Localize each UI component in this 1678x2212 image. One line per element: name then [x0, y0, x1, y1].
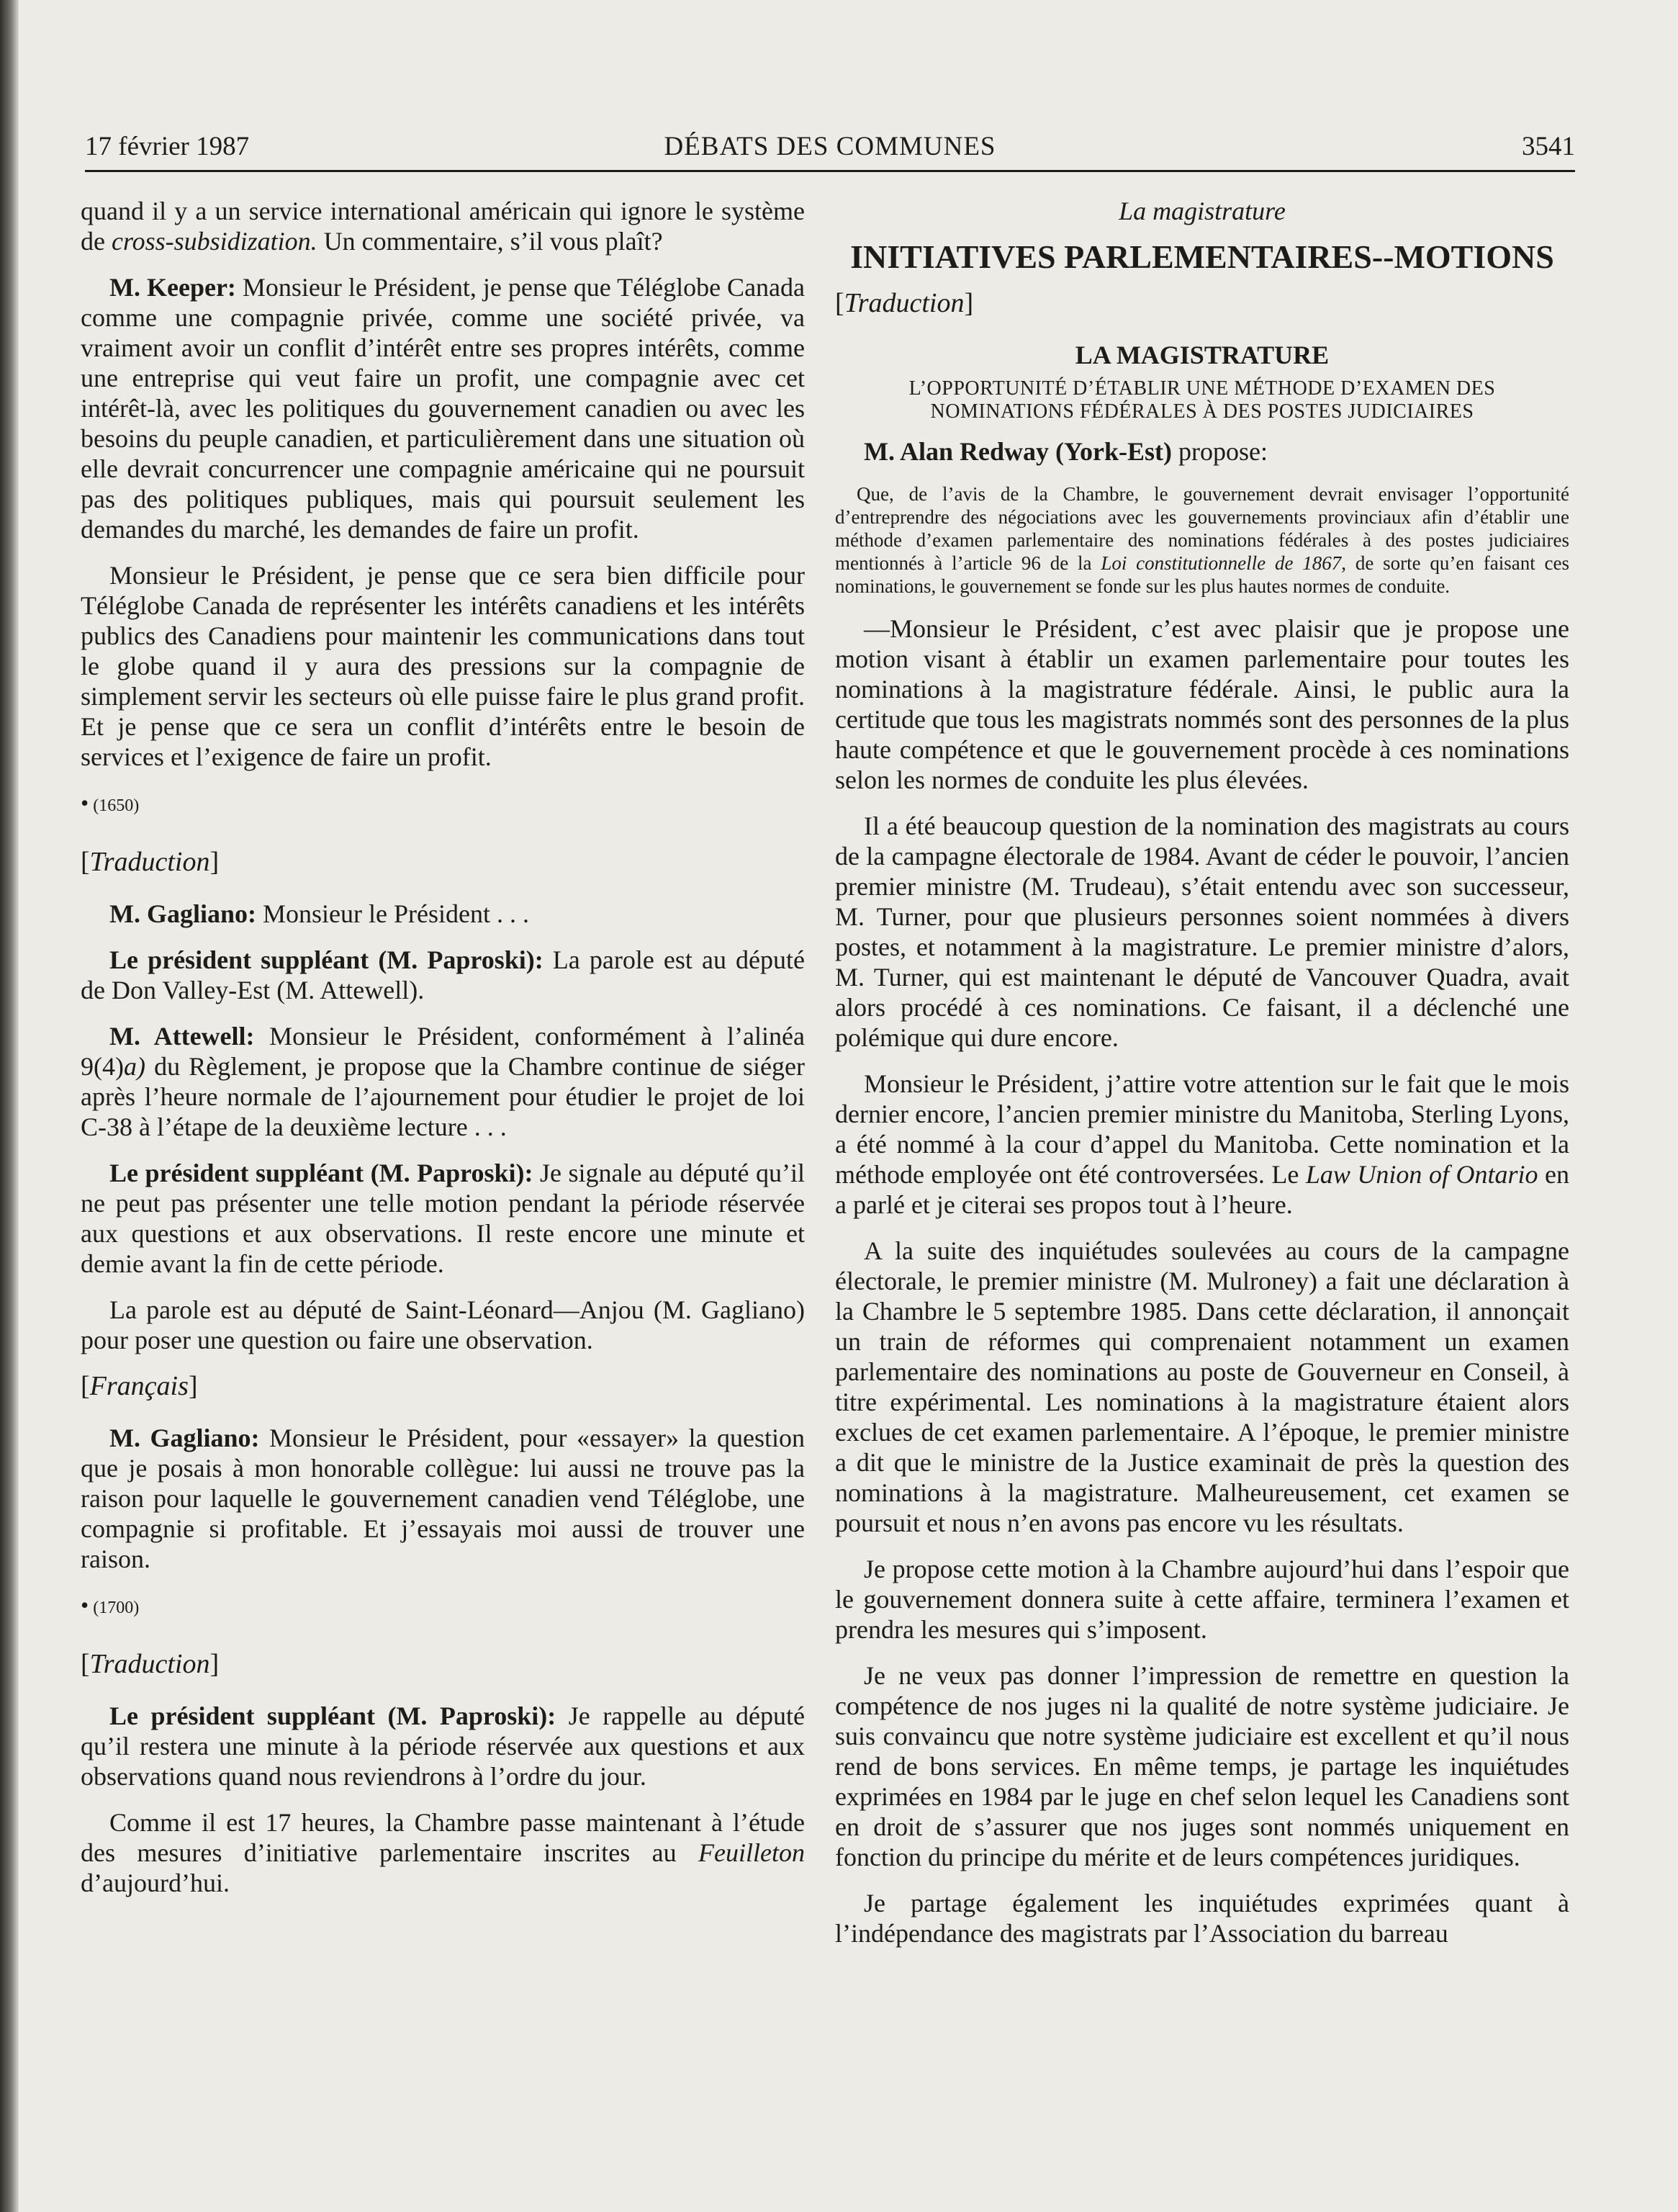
- section-title: La magistrature: [1119, 197, 1286, 225]
- paragraph: Monsieur le Président, je pense que ce sera bien difficile pour Téléglobe Canada de représenter les intérêts canadiens et les intérêts publics des Canadiens pour maintenir les communications dans tout le globe quand il y aura des pressions sur la compagnie de simplement servir les secteurs où elle puisse faire le plus grand profit. Et je pense que ce sera un conflit d’intérêts entre le besoin de services et l’exigence de faire un profit.: [81, 561, 805, 771]
- header-date: 17 février 1987: [85, 132, 250, 161]
- time-marker: • (1700): [81, 1592, 140, 1618]
- speaker-name: M. Attewell:: [109, 1022, 255, 1051]
- left-column: [81, 196, 805, 1914]
- paragraph: Je ne veux pas donner l’impression de remettre en question la compétence de nos juges ni la qualité de notre système judiciaire. Je suis convaincu que notre système judiciaire est excellent et qu’il nous rend de bons services. En même temps, je partage les inquiétudes exprimées en 1984 par le juge en chef selon lequel les Canadiens sont en droit de s’assurer que nos juges sont nommés uniquement en fonction du principe du mérite et de leurs compétences juridiques.: [835, 1661, 1569, 1871]
- paragraph: Le président suppléant (M. Paproski): Je rappelle au député qu’il restera une minute à la période réservée aux questions et aux observations quand nous reviendrons à l’ordre du jour.: [81, 1701, 806, 1791]
- language-label: [Traduction]: [835, 288, 974, 318]
- speaker-name: Le président suppléant (M. Paproski):: [109, 1159, 533, 1187]
- motion-text: Que, de l’avis de la Chambre, le gouvernement devrait envisager l’opportunité d’entreprendre des négociations avec les gouvernements provinciaux afin d’établir une méthode d’examen parlementaire des nominations fédérales à des postes judiciaires mentionnés à l’article 96 de la Loi constitutionnelle de 1867, de sorte qu’en faisant ces nominations, le gouvernement se fonde sur les plus hautes normes de conduite.: [835, 483, 1569, 597]
- paragraph: M. Gagliano: Monsieur le Président, pour «essayer» la question que je posais à mon honorable collègue: lui aussi ne trouve pas la raison pour laquelle le gouvernement canadien vend Téléglobe, une compagnie si profitable. Et j’essayais moi aussi de trouver une raison.: [81, 1424, 805, 1573]
- right-column: [835, 196, 1569, 1964]
- paragraph: quand il y a un service international américain qui ignore le système de cross-subsidization. Un commentaire, s’il vous plaît?: [81, 197, 805, 256]
- page-number: 3541: [1522, 132, 1575, 161]
- speaker-name: Le président suppléant (M. Paproski):: [109, 945, 543, 974]
- speaker-name: M. Gagliano:: [109, 1424, 260, 1452]
- language-label: [Traduction]: [81, 847, 220, 877]
- paragraph: Comme il est 17 heures, la Chambre passe maintenant à l’étude des mesures d’initiative parlementaire inscrites au Feuilleton d’aujourd’hui.: [81, 1808, 805, 1897]
- speaker-name: M. Keeper:: [109, 273, 236, 302]
- paragraph: —Monsieur le Président, c’est avec plaisir que je propose une motion visant à établir un examen parlementaire pour toutes les nominations à la magistrature fédérale. Ainsi, le public aura la certitude que tous les magistrats nommés sont des personnes de la plus haute compétence et que le gouvernement procède à ces nominations selon les normes de conduite les plus élevées.: [835, 614, 1569, 794]
- paragraph: Monsieur le Président, j’attire votre attention sur le fait que le mois dernier encore, l’ancien premier ministre du Manitoba, Sterling Lyons, a été nommé à la cour d’appel du Manitoba. Cette nomination et la méthode employée ont été controversées. Le Law Union of Ontario en a parlé et je citerai ses propos tout à l’heure.: [835, 1069, 1570, 1219]
- language-label: [Traduction]: [81, 1649, 220, 1679]
- header-rule: [85, 170, 1575, 172]
- bullet-icon: •: [81, 1592, 89, 1618]
- paragraph: Il a été beaucoup question de la nomination des magistrats au cours de la campagne électorale de 1984. Avant de céder le pouvoir, l’ancien premier ministre (M. Trudeau), s’était entendu avec son successeur, M. Turner, pour que plusieurs personnes soient nommées à divers postes, et notamment à la magistrature. Le premier ministre d’alors, M. Turner, qui est maintenant le député de Vancouver Quadra, avait alors procédé à ces nominations. Ce faisant, il a déclenché une polémique qui dure encore.: [835, 811, 1569, 1052]
- paragraph: Le président suppléant (M. Paproski): Je signale au député qu’il ne peut pas présenter une telle motion pendant la période réservée aux questions et aux observations. Il reste encore une minute et demie avant la fin de cette période.: [81, 1159, 806, 1278]
- page-header: [85, 127, 1575, 170]
- paragraph: La parole est au député de Saint-Léonard—Anjou (M. Gagliano) pour poser une question ou faire une observation.: [81, 1295, 805, 1354]
- paragraph: M. Alan Redway (York-Est) propose:: [864, 437, 1268, 466]
- paragraph: Le président suppléant (M. Paproski): La parole est au député de Don Valley-Est (M. Attewell).: [81, 945, 805, 1004]
- subheading: LA MAGISTRATURE: [1075, 341, 1330, 369]
- paragraph: M. Keeper: Monsieur le Président, je pense que Téléglobe Canada comme une compagnie privée, comme une société privée, va vraiment avoir un conflit d’intérêt entre ses propres intérêts, comme une entreprise qui veut faire un profit, une compagnie avec cet intérêt-là, avec les politiques du gouvernement canadien ou avec les besoins du peuple canadien, et particulièrement dans une situation où elle devrait concurrencer une compagnie américaine qui ne poursuit pas des politiques publiques, mais qui poursuit seulement les demandes du marché, les demandes de faire un profit.: [81, 273, 806, 544]
- speaker-name: M. Alan Redway (York-Est): [864, 437, 1172, 466]
- paragraph: A la suite des inquiétudes soulevées au cours de la campagne électorale, le premier ministre (M. Mulroney) a fait une déclaration à la Chambre le 5 septembre 1985. Dans cette déclaration, il annonçait un train de réformes qui comprenaient notamment un examen parlementaire des nominations au poste de Gouverneur en Conseil, à titre expérimental. Les nominations à la magistrature étaient alors exclues de cet examen parlementaire. A l’époque, le premier ministre a dit que le ministre de la Justice examinait de près la question des nominations à la magistrature. Malheureusement, cet examen se poursuit et nous n’en avons pas encore vu les résultats.: [835, 1236, 1569, 1537]
- book-gutter-shadow: [0, 0, 19, 2212]
- language-label: [Français]: [81, 1371, 198, 1401]
- main-heading: INITIATIVES PARLEMENTAIRES--MOTIONS: [850, 238, 1554, 275]
- paragraph: M. Gagliano: Monsieur le Président . . .: [109, 899, 529, 928]
- time-marker: • (1650): [81, 790, 140, 816]
- bullet-icon: •: [81, 790, 89, 816]
- paragraph: Je propose cette motion à la Chambre aujourd’hui dans l’espoir que le gouvernement donnera suite à cette affaire, terminera l’examen et prendra les mesures qui s’imposent.: [835, 1555, 1569, 1644]
- paragraph: Je partage également les inquiétudes exprimées quant à l’indépendance des magistrats par l’Association du barreau: [835, 1889, 1569, 1948]
- paragraph: M. Attewell: Monsieur le Président, conformément à l’alinéa 9(4)a) du Règlement, je propose que la Chambre continue de siéger après l’heure normale de l’ajournement pour étudier le projet de loi C-38 à l’étape de la deuxième lecture . . .: [81, 1022, 805, 1141]
- motion-title: L’OPPORTUNITÉ D’ÉTABLIR UNE MÉTHODE D’EXAMEN DES NOMINATIONS FÉDÉRALES À DES POSTES JUDICIAIRES: [908, 377, 1496, 423]
- header-title: DÉBATS DES COMMUNES: [664, 132, 996, 161]
- speaker-name: M. Gagliano:: [109, 899, 256, 928]
- speaker-name: Le président suppléant (M. Paproski):: [109, 1701, 556, 1730]
